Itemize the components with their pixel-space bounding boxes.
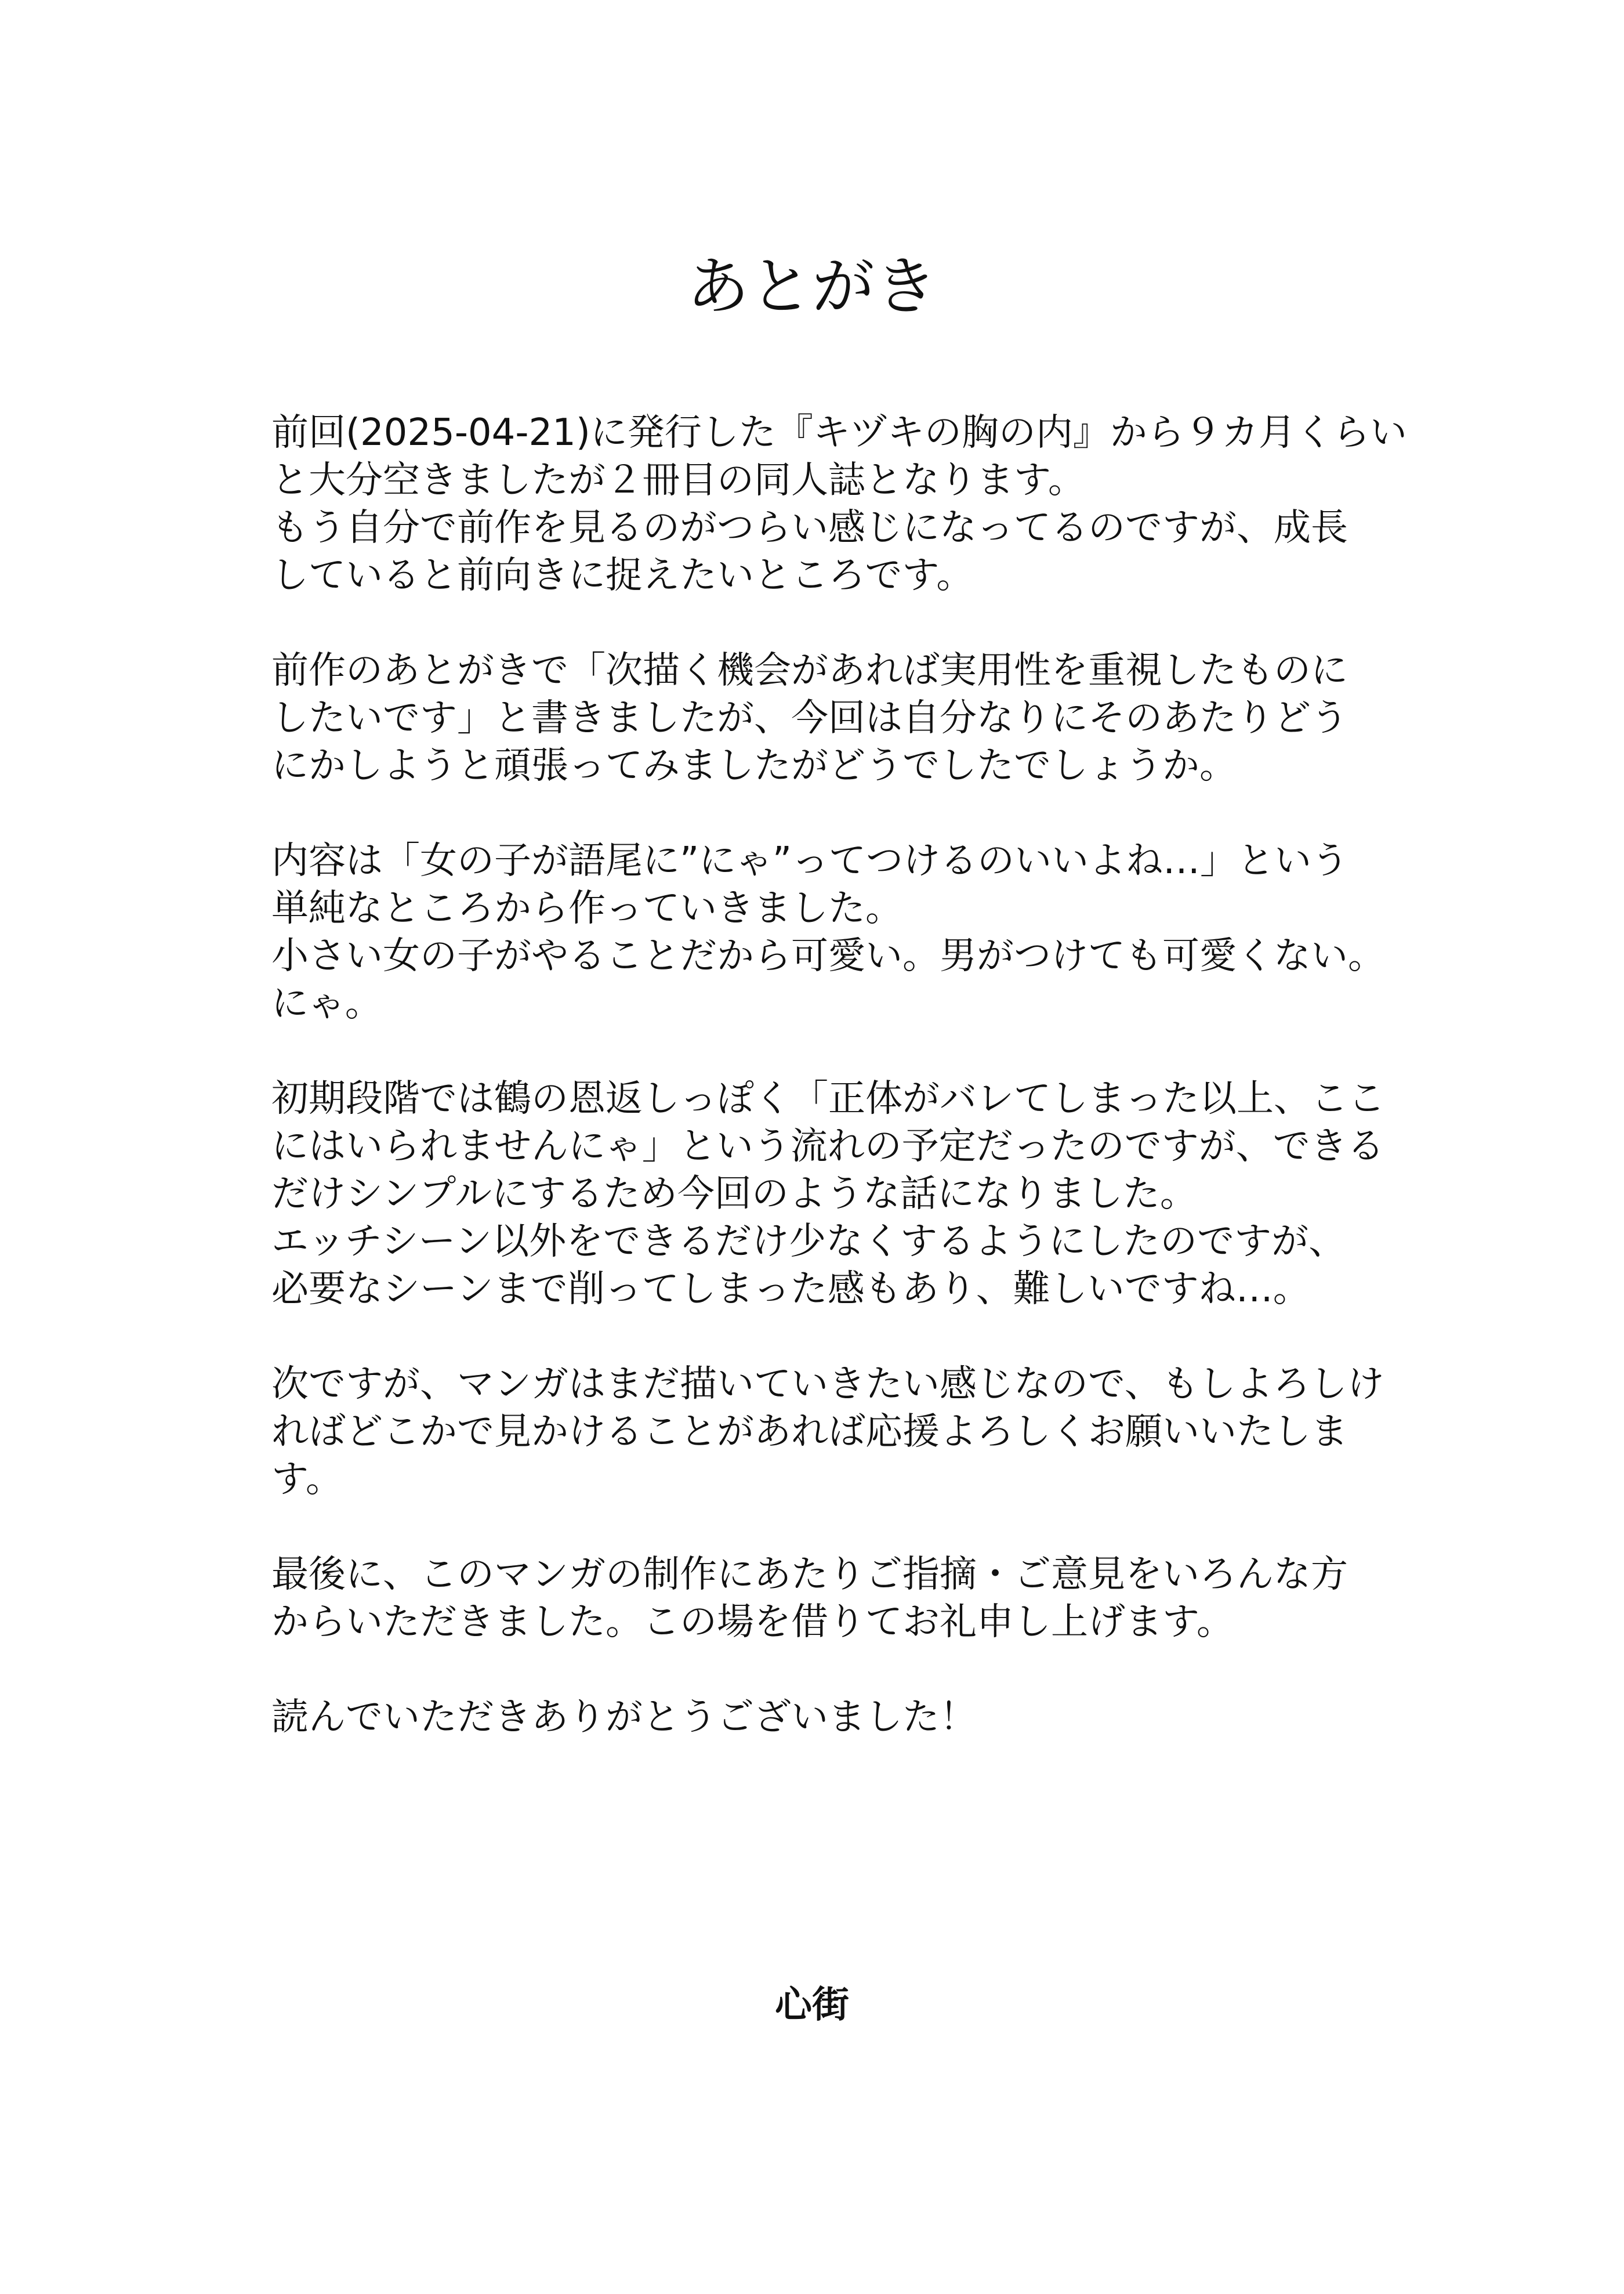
text-line: 必要なシーンまで削ってしまった感もあり、難しいですね…。	[271, 1268, 1310, 1311]
text-line: にゃ。	[271, 982, 382, 1025]
afterword-body	[271, 409, 1407, 1789]
text-line: と大分空きましたが２冊目の同人誌となります。	[271, 459, 1085, 502]
paragraph-practicality	[271, 647, 1402, 790]
paragraph-thanks-feedback	[271, 1551, 1402, 1646]
page-title: あとがき	[686, 251, 937, 323]
text-line: 単純なところから作っていきました。	[271, 887, 902, 930]
text-line: ればどこかで見かけることがあれば応援よろしくお願いいたしま	[271, 1410, 1348, 1453]
text-line: 最後に、このマンガの制作にあたりご指摘・ご意見をいろんな方	[271, 1553, 1348, 1596]
text-line: からいただきました。この場を借りてお礼申し上げます。	[271, 1601, 1234, 1644]
text-line: にはいられませんにゃ」という流れの予定だったのですが、できる	[271, 1125, 1384, 1168]
text-line: 読んでいただきありがとうございました！	[271, 1696, 977, 1739]
text-line: 次ですが、マンガはまだ描いていきたい感じなので、もしよろしけ	[271, 1363, 1384, 1406]
author-signature: 心街	[775, 1984, 849, 2027]
text-line: 初期段階では鶴の恩返しっぽく「正体がバレてしまった以上、ここ	[271, 1077, 1385, 1120]
text-line: だけシンプルにするため今回のような話になりました。	[271, 1173, 1197, 1215]
paragraph-early-stage	[271, 1075, 1402, 1313]
text-line: 前回(2025-04-21)に発行した『キヅキの胸の内』から９カ月くらい	[271, 411, 1407, 454]
text-line: にかしようと頑張ってみましたがどうでしたでしょうか。	[271, 744, 1237, 787]
text-line: す。	[271, 1458, 343, 1501]
text-line: 内容は「女の子が語尾に”にゃ”ってつけるのいいよね…」という	[271, 840, 1349, 882]
paragraph-next	[271, 1361, 1402, 1503]
text-line: 小さい女の子がやることだから可愛い。男がつけても可愛くない。	[271, 935, 1385, 978]
text-line: 前作のあとがきで「次描く機会があれば実用性を重視したものに	[271, 649, 1348, 692]
text-line: していると前向きに捉えたいところです。	[271, 554, 974, 597]
paragraph-closing	[271, 1694, 1402, 1741]
text-line: エッチシーン以外をできるだけ少なくするようにしたのですが、	[271, 1220, 1346, 1263]
paragraph-previous-work	[271, 409, 1407, 599]
text-line: もう自分で前作を見るのがつらい感じになってるのですが、成長	[271, 506, 1348, 549]
paragraph-content	[271, 837, 1402, 1027]
text-line: したいです」と書きましたが、今回は自分なりにそのあたりどう	[271, 697, 1348, 740]
